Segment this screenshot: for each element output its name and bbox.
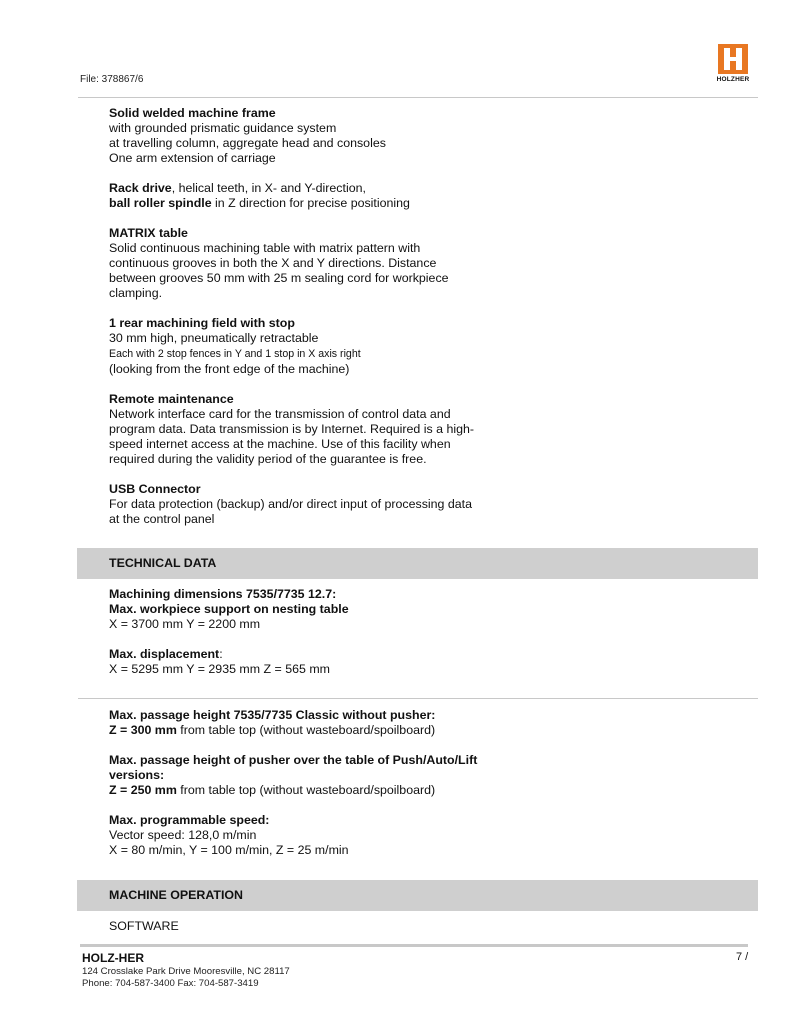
rack-drive-block bbox=[109, 181, 529, 211]
usb-title: USB Connector bbox=[109, 482, 201, 496]
rack-drive-text: , helical teeth, in X- and Y-direction, bbox=[171, 181, 366, 195]
speed-title: Max. programmable speed: bbox=[109, 813, 270, 827]
section-divider bbox=[78, 698, 758, 699]
frame-block bbox=[109, 106, 529, 166]
rack-drive-title: Rack drive bbox=[109, 181, 172, 195]
usb-block bbox=[109, 482, 529, 527]
holzher-logo-icon bbox=[718, 44, 748, 74]
displacement-colon: : bbox=[219, 647, 223, 661]
rear-field-line: (looking from the front edge of the machine) bbox=[109, 362, 350, 376]
passage-title: Max. passage height 7535/7735 Classic without pusher: bbox=[109, 708, 436, 722]
dims-block bbox=[109, 587, 539, 632]
pusher-title-cont: versions: bbox=[109, 768, 165, 782]
technical-data-header bbox=[77, 548, 758, 579]
logo-wordmark: HOLZHER bbox=[716, 76, 750, 83]
matrix-line: Solid continuous machining table with matrix pattern with bbox=[109, 241, 421, 255]
pusher-block bbox=[109, 753, 539, 798]
spindle-text: in Z direction for precise positioning bbox=[211, 196, 410, 210]
footer-phone: Phone: 704-587-3400 Fax: 704-587-3419 bbox=[82, 978, 259, 989]
spindle-title: ball roller spindle bbox=[109, 196, 212, 210]
remote-line: program data. Data transmission is by Internet. Required is a high- bbox=[109, 422, 475, 436]
support-title: Max. workpiece support on nesting table bbox=[109, 602, 349, 616]
displacement-title: Max. displacement bbox=[109, 647, 220, 661]
dims-title: Machining dimensions 7535/7735 12.7: bbox=[109, 587, 337, 601]
dims-value: X = 3700 mm Y = 2200 mm bbox=[109, 617, 261, 631]
usb-line: at the control panel bbox=[109, 512, 215, 526]
technical-data-title: TECHNICAL DATA bbox=[109, 556, 217, 570]
file-id: File: 378867/6 bbox=[80, 74, 144, 85]
pusher-title: Max. passage height of pusher over the table of Push/Auto/Lift bbox=[109, 753, 478, 767]
rear-field-line-small: Each with 2 stop fences in Y and 1 stop in X axis right bbox=[109, 348, 361, 360]
header-divider bbox=[78, 97, 758, 98]
rear-field-line: 30 mm high, pneumatically retractable bbox=[109, 331, 319, 345]
footer-company: HOLZ-HER bbox=[82, 951, 144, 965]
matrix-table-title: MATRIX table bbox=[109, 226, 188, 240]
passage-value: Z = 300 mm bbox=[109, 723, 177, 737]
rear-field-block bbox=[109, 316, 529, 377]
remote-block bbox=[109, 392, 529, 467]
frame-line: One arm extension of carriage bbox=[109, 151, 276, 165]
matrix-line: between grooves 50 mm with 25 m sealing cord for workpiece bbox=[109, 271, 449, 285]
matrix-line: continuous grooves in both the X and Y directions. Distance bbox=[109, 256, 437, 270]
speed-line: X = 80 m/min, Y = 100 m/min, Z = 25 m/min bbox=[109, 843, 349, 857]
passage-block bbox=[109, 708, 539, 738]
remote-line: Network interface card for the transmission of control data and bbox=[109, 407, 451, 421]
speed-block bbox=[109, 813, 539, 858]
technical-data-section bbox=[109, 587, 539, 692]
remote-line: required during the validity period of the guarantee is free. bbox=[109, 452, 427, 466]
pusher-value: Z = 250 mm bbox=[109, 783, 177, 797]
frame-title: Solid welded machine frame bbox=[109, 106, 276, 120]
frame-line: at travelling column, aggregate head and consoles bbox=[109, 136, 386, 150]
page-number: 7 / bbox=[736, 951, 749, 963]
usb-line: For data protection (backup) and/or direct input of processing data bbox=[109, 497, 472, 511]
holzher-logo bbox=[714, 44, 752, 86]
software-label: SOFTWARE bbox=[109, 919, 179, 933]
passage-text: from table top (without wasteboard/spoilboard) bbox=[176, 723, 436, 737]
footer-address: 124 Crosslake Park Drive Mooresville, NC 28117 bbox=[82, 966, 290, 977]
remote-line: speed internet access at the machine. Use of this facility when bbox=[109, 437, 451, 451]
pusher-text: from table top (without wasteboard/spoilboard) bbox=[176, 783, 436, 797]
matrix-table-block bbox=[109, 226, 529, 301]
machine-operation-title: MACHINE OPERATION bbox=[109, 888, 244, 902]
footer-divider bbox=[80, 944, 748, 947]
frame-line: with grounded prismatic guidance system bbox=[109, 121, 337, 135]
rear-field-title: 1 rear machining field with stop bbox=[109, 316, 295, 330]
machine-operation-header bbox=[77, 880, 758, 911]
displacement-block bbox=[109, 647, 539, 677]
displacement-value: X = 5295 mm Y = 2935 mm Z = 565 mm bbox=[109, 662, 330, 676]
remote-title: Remote maintenance bbox=[109, 392, 234, 406]
features-section bbox=[109, 106, 529, 542]
matrix-line: clamping. bbox=[109, 286, 163, 300]
speed-line: Vector speed: 128,0 m/min bbox=[109, 828, 257, 842]
passage-section bbox=[109, 708, 539, 873]
